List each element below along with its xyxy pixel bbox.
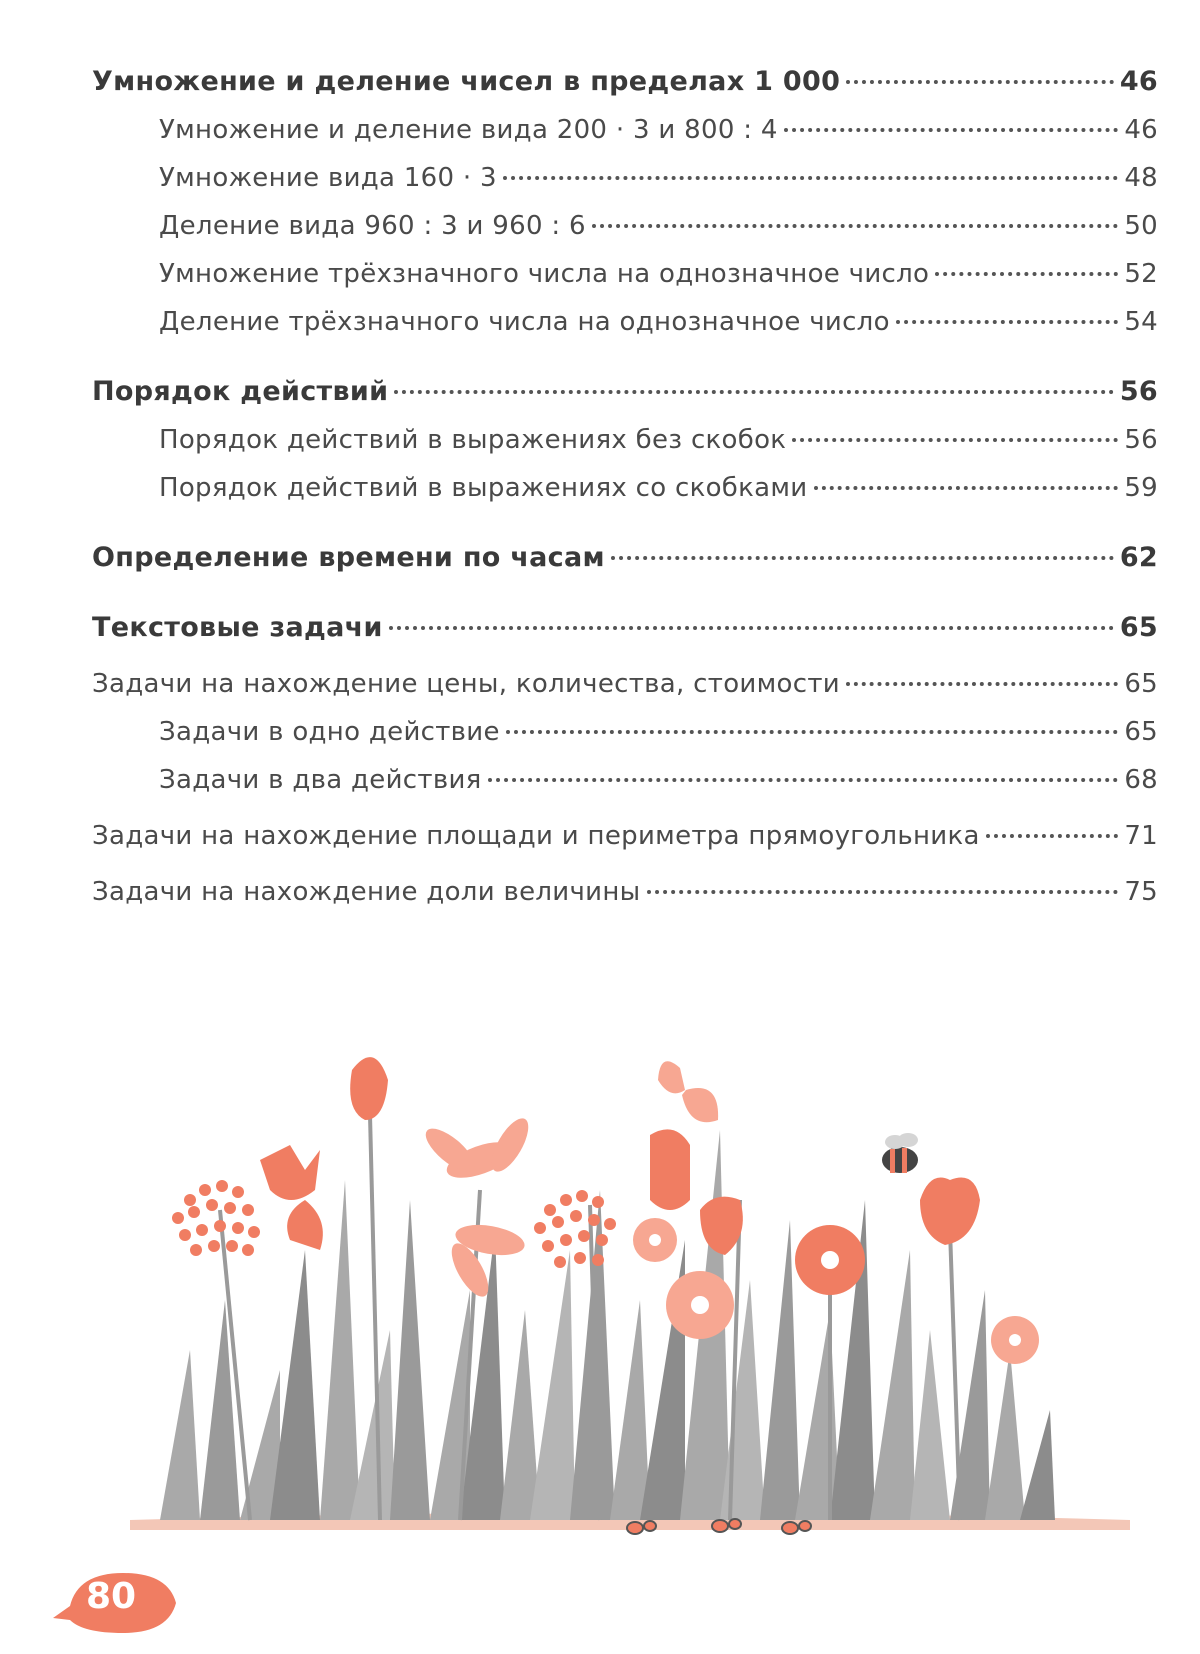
toc-title: Задачи в два действия	[159, 765, 482, 795]
toc-title: Деление вида 960 : 3 и 960 : 6	[159, 211, 586, 241]
toc-entry[interactable]	[92, 464, 1158, 512]
leader-dots	[389, 625, 1114, 630]
toc-title: Задачи на нахождение доли величины	[92, 877, 641, 907]
toc-entry[interactable]	[92, 106, 1158, 154]
toc-page: 56	[1124, 425, 1158, 455]
page-number-badge	[48, 1568, 178, 1638]
leader-dots	[394, 389, 1114, 394]
allium-flower-icon	[534, 1190, 616, 1268]
toc-title: Умножение вида 160 · 3	[159, 163, 497, 193]
toc-page: 54	[1124, 307, 1158, 337]
leader-dots	[592, 223, 1118, 228]
flower-meadow-illustration	[130, 1050, 1130, 1570]
allium-flower-icon	[172, 1180, 260, 1256]
leader-dots	[506, 729, 1119, 734]
toc-page: 50	[1124, 211, 1158, 241]
toc-page: 65	[1124, 717, 1158, 747]
leader-dots	[488, 777, 1119, 782]
toc-page: 75	[1124, 877, 1158, 907]
leader-dots	[986, 833, 1119, 838]
toc-page: 59	[1124, 473, 1158, 503]
toc-page: 62	[1119, 542, 1158, 573]
toc-entry[interactable]	[92, 868, 1158, 916]
leader-dots	[792, 437, 1118, 442]
toc-title: Текстовые задачи	[92, 612, 383, 643]
spacer	[92, 512, 1158, 534]
toc-title: Порядок действий	[92, 376, 389, 407]
toc-title: Задачи на нахождение площади и периметра прямоугольника	[92, 821, 980, 851]
toc-entry[interactable]	[92, 534, 1158, 582]
toc-page: 52	[1124, 259, 1158, 289]
toc-title: Определение времени по часам	[92, 542, 605, 573]
table-of-contents	[92, 58, 1158, 916]
toc-title: Умножение и деление вида 200 · 3 и 800 : 4	[159, 115, 778, 145]
leader-dots	[503, 175, 1118, 180]
spacer	[92, 346, 1158, 368]
toc-entry[interactable]	[92, 756, 1158, 804]
toc-entry[interactable]	[92, 604, 1158, 652]
toc-title: Умножение трёхзначного числа на однозначное число	[159, 259, 930, 289]
leader-dots	[784, 127, 1119, 132]
toc-title: Задачи на нахождение цены, количества, стоимости	[92, 669, 840, 699]
toc-title: Деление трёхзначного числа на однозначное число	[159, 307, 890, 337]
toc-title: Задачи в одно действие	[159, 717, 500, 747]
leader-dots	[814, 485, 1119, 490]
toc-page: 46	[1124, 115, 1158, 145]
leader-dots	[846, 79, 1114, 84]
spacer	[92, 804, 1158, 812]
toc-entry[interactable]	[92, 416, 1158, 464]
toc-entry[interactable]	[92, 202, 1158, 250]
toc-entry[interactable]	[92, 368, 1158, 416]
page-number: 80	[86, 1576, 137, 1617]
toc-page: 56	[1119, 376, 1158, 407]
toc-title: Порядок действий в выражениях без скобок	[159, 425, 787, 455]
toc-entry[interactable]	[92, 298, 1158, 346]
toc-entry[interactable]	[92, 154, 1158, 202]
bee-icon	[882, 1133, 918, 1173]
toc-page: 68	[1124, 765, 1158, 795]
leader-dots	[846, 681, 1118, 686]
toc-page: 46	[1119, 66, 1158, 97]
leader-dots	[935, 271, 1118, 276]
leader-dots	[647, 889, 1119, 894]
toc-entry[interactable]	[92, 58, 1158, 106]
toc-entry[interactable]	[92, 708, 1158, 756]
toc-page: 65	[1119, 612, 1158, 643]
spacer	[92, 860, 1158, 868]
toc-entry[interactable]	[92, 660, 1158, 708]
toc-page: 48	[1124, 163, 1158, 193]
leader-dots	[896, 319, 1119, 324]
leader-dots	[611, 555, 1114, 560]
toc-entry[interactable]	[92, 812, 1158, 860]
butterfly-icon	[658, 1061, 718, 1122]
spacer	[92, 652, 1158, 660]
toc-title: Умножение и деление чисел в пределах 1 000	[92, 66, 841, 97]
toc-title: Порядок действий в выражениях со скобками	[159, 473, 808, 503]
toc-page: 71	[1124, 821, 1158, 851]
spacer	[92, 582, 1158, 604]
toc-page: 65	[1124, 669, 1158, 699]
toc-entry[interactable]	[92, 250, 1158, 298]
tulip-icon	[260, 1057, 980, 1255]
